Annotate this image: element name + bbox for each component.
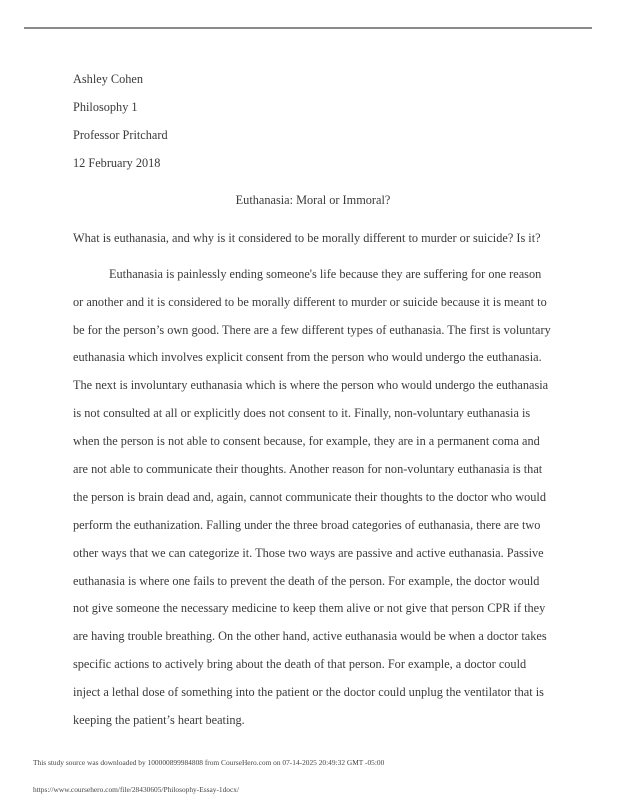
body-line: or another and it is considered to be morally different to murder or suicide because it is meant to <box>73 295 547 309</box>
body-line: euthanasia is where one fails to prevent the death of the person. For example, the doctor would <box>73 574 540 588</box>
essay-title: Euthanasia: Moral or Immoral? <box>235 193 391 207</box>
top-rule-divider <box>24 27 592 29</box>
author-name: Ashley Cohen <box>73 72 144 86</box>
body-line: perform the euthanization. Falling under the three broad categories of euthanasia, there are two <box>73 518 541 532</box>
body-line: other ways that we can categorize it. Those two ways are passive and active euthanasia. Passive <box>73 546 544 560</box>
professor-name: Professor Pritchard <box>73 128 168 142</box>
essay-date: 12 February 2018 <box>73 156 161 170</box>
body-line: are having trouble breathing. On the other hand, active euthanasia would be when a doctor takes <box>73 629 547 643</box>
body-line: keeping the patient’s heart beating. <box>73 713 245 727</box>
download-notice: This study source was downloaded by 100000899984808 from CourseHero.com on 07-14-2025 20:49:32 GMT -05:00 <box>33 758 385 767</box>
body-line: Euthanasia is painlessly ending someone's life because they are suffering for one reason <box>109 267 542 281</box>
body-line: the person is brain dead and, again, cannot communicate their thoughts to the doctor who would <box>73 490 546 504</box>
course-name: Philosophy 1 <box>73 100 138 114</box>
essay-question: What is euthanasia, and why is it considered to be morally different to murder or suicide? Is it? <box>73 231 541 245</box>
body-line: specific actions to actively bring about the death of that person. For example, a doctor could <box>73 657 527 671</box>
body-line: when the person is not able to consent because, for example, they are in a permanent coma and <box>73 434 540 448</box>
body-line: are not able to communicate their thoughts. Another reason for non-voluntary euthanasia is that <box>73 462 543 476</box>
body-line: The next is involuntary euthanasia which is where the person who would undergo the euthanasia <box>73 378 549 392</box>
body-line: be for the person’s own good. There are a few different types of euthanasia. The first is voluntary <box>73 323 551 337</box>
source-url[interactable]: https://www.coursehero.com/file/28430605/Philosophy-Essay-1docx/ <box>33 785 240 794</box>
body-line: not give someone the necessary medicine to keep them alive or not give that person CPR if they <box>73 601 546 615</box>
body-line: is not consulted at all or explicitly does not consent to it. Finally, non-voluntary euthanasia is <box>73 406 531 420</box>
body-line: euthanasia which involves explicit consent from the person who would undergo the euthanasia. <box>73 350 542 364</box>
body-line: inject a lethal dose of something into the patient or the doctor could unplug the ventilator that is <box>73 685 544 699</box>
